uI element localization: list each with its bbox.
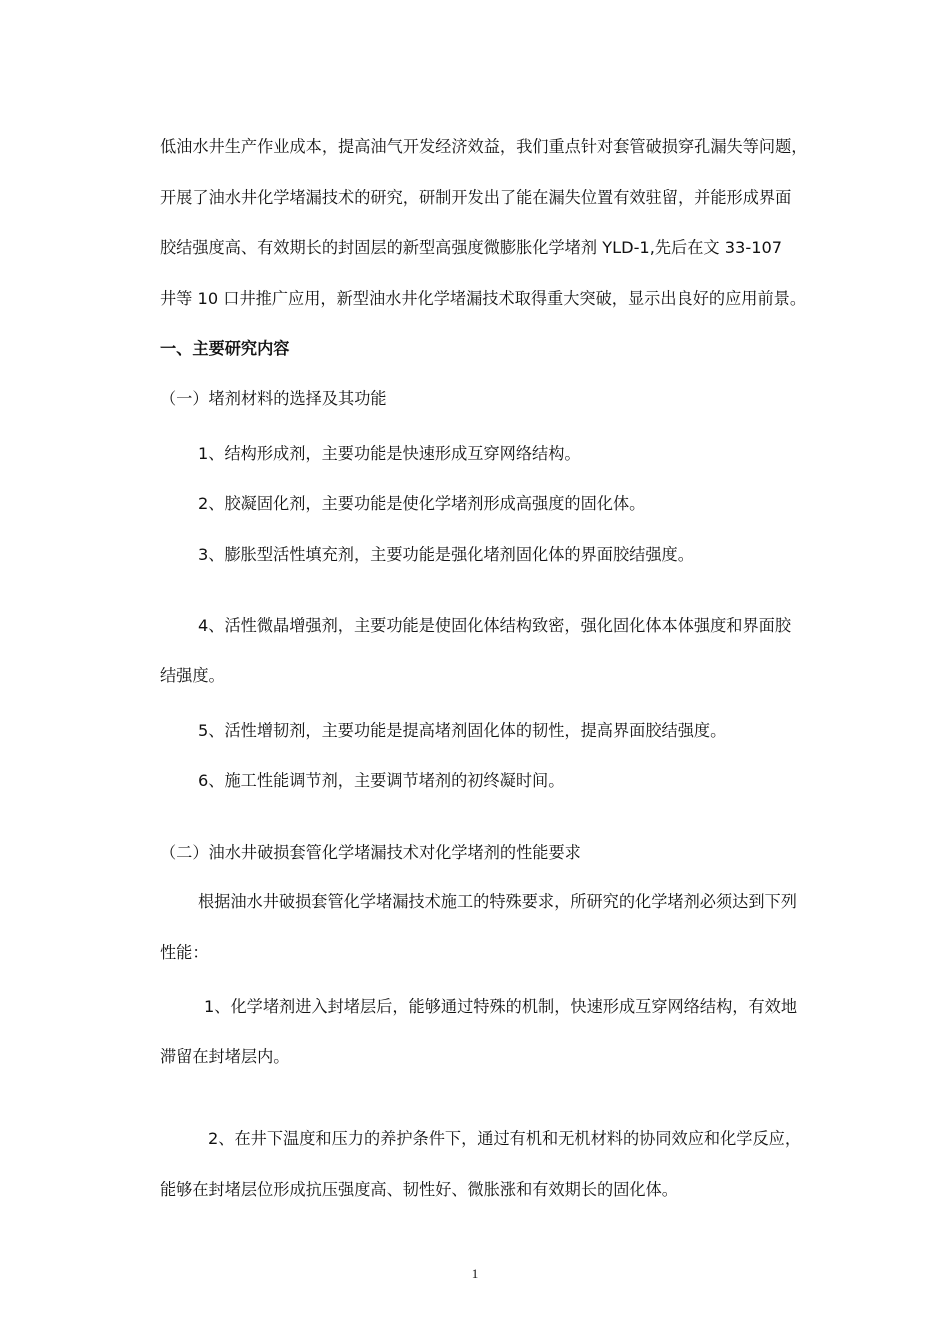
- requirement-item-2-line-1: 2、在井下温度和压力的养护条件下，通过有机和无机材料的协同效应和化学反应，: [208, 1129, 802, 1148]
- requirement-item-1-line-2: 滞留在封堵层内。: [160, 1047, 290, 1066]
- requirements-intro-line-2: 性能：: [160, 943, 209, 962]
- requirements-intro-line-1: 根据油水井破损套管化学堵漏技术施工的特殊要求，所研究的化学堵剂必须达到下列: [198, 892, 797, 911]
- subsection-1-heading: （一）堵剂材料的选择及其功能: [160, 389, 387, 408]
- intro-paragraph-line-4: 井等 10 口井推广应用，新型油水井化学堵漏技术取得重大突破，显示出良好的应用前景。: [160, 289, 807, 308]
- page-number: 1: [471, 1266, 479, 1281]
- intro-paragraph-line-1: 低油水井生产作业成本，提高油气开发经济效益，我们重点针对套管破损穿孔漏失等问题，: [160, 137, 808, 156]
- intro-paragraph-line-3: 胶结强度高、有效期长的封固层的新型高强度微膨胀化学堵剂 YLD-1,先后在文 33-107: [160, 238, 783, 257]
- intro-paragraph-line-2: 开展了油水井化学堵漏技术的研究，研制开发出了能在漏失位置有效驻留，并能形成界面: [160, 188, 792, 207]
- function-item-4-line-1: 4、活性微晶增强剂，主要功能是使固化体结构致密，强化固化体本体强度和界面胶: [198, 616, 792, 635]
- requirement-item-1-line-1: 1、化学堵剂进入封堵层后，能够通过特殊的机制，快速形成互穿网络结构，有效地: [204, 997, 798, 1016]
- function-item-2: 2、胶凝固化剂，主要功能是使化学堵剂形成高强度的固化体。: [198, 494, 646, 513]
- function-item-4-line-2: 结强度。: [160, 666, 225, 685]
- subsection-2-heading: （二）油水井破损套管化学堵漏技术对化学堵剂的性能要求: [160, 843, 581, 862]
- function-item-3: 3、膨胀型活性填充剂，主要功能是强化堵剂固化体的界面胶结强度。: [198, 545, 694, 564]
- function-item-6: 6、施工性能调节剂，主要调节堵剂的初终凝时间。: [198, 771, 565, 790]
- function-item-1: 1、结构形成剂，主要功能是快速形成互穿网络结构。: [198, 444, 581, 463]
- section-heading: 一、主要研究内容: [160, 339, 290, 358]
- function-item-5: 5、活性增韧剂，主要功能是提高堵剂固化体的韧性，提高界面胶结强度。: [198, 721, 727, 740]
- requirement-item-2-line-2: 能够在封堵层位形成抗压强度高、韧性好、微胀涨和有效期长的固化体。: [160, 1180, 678, 1199]
